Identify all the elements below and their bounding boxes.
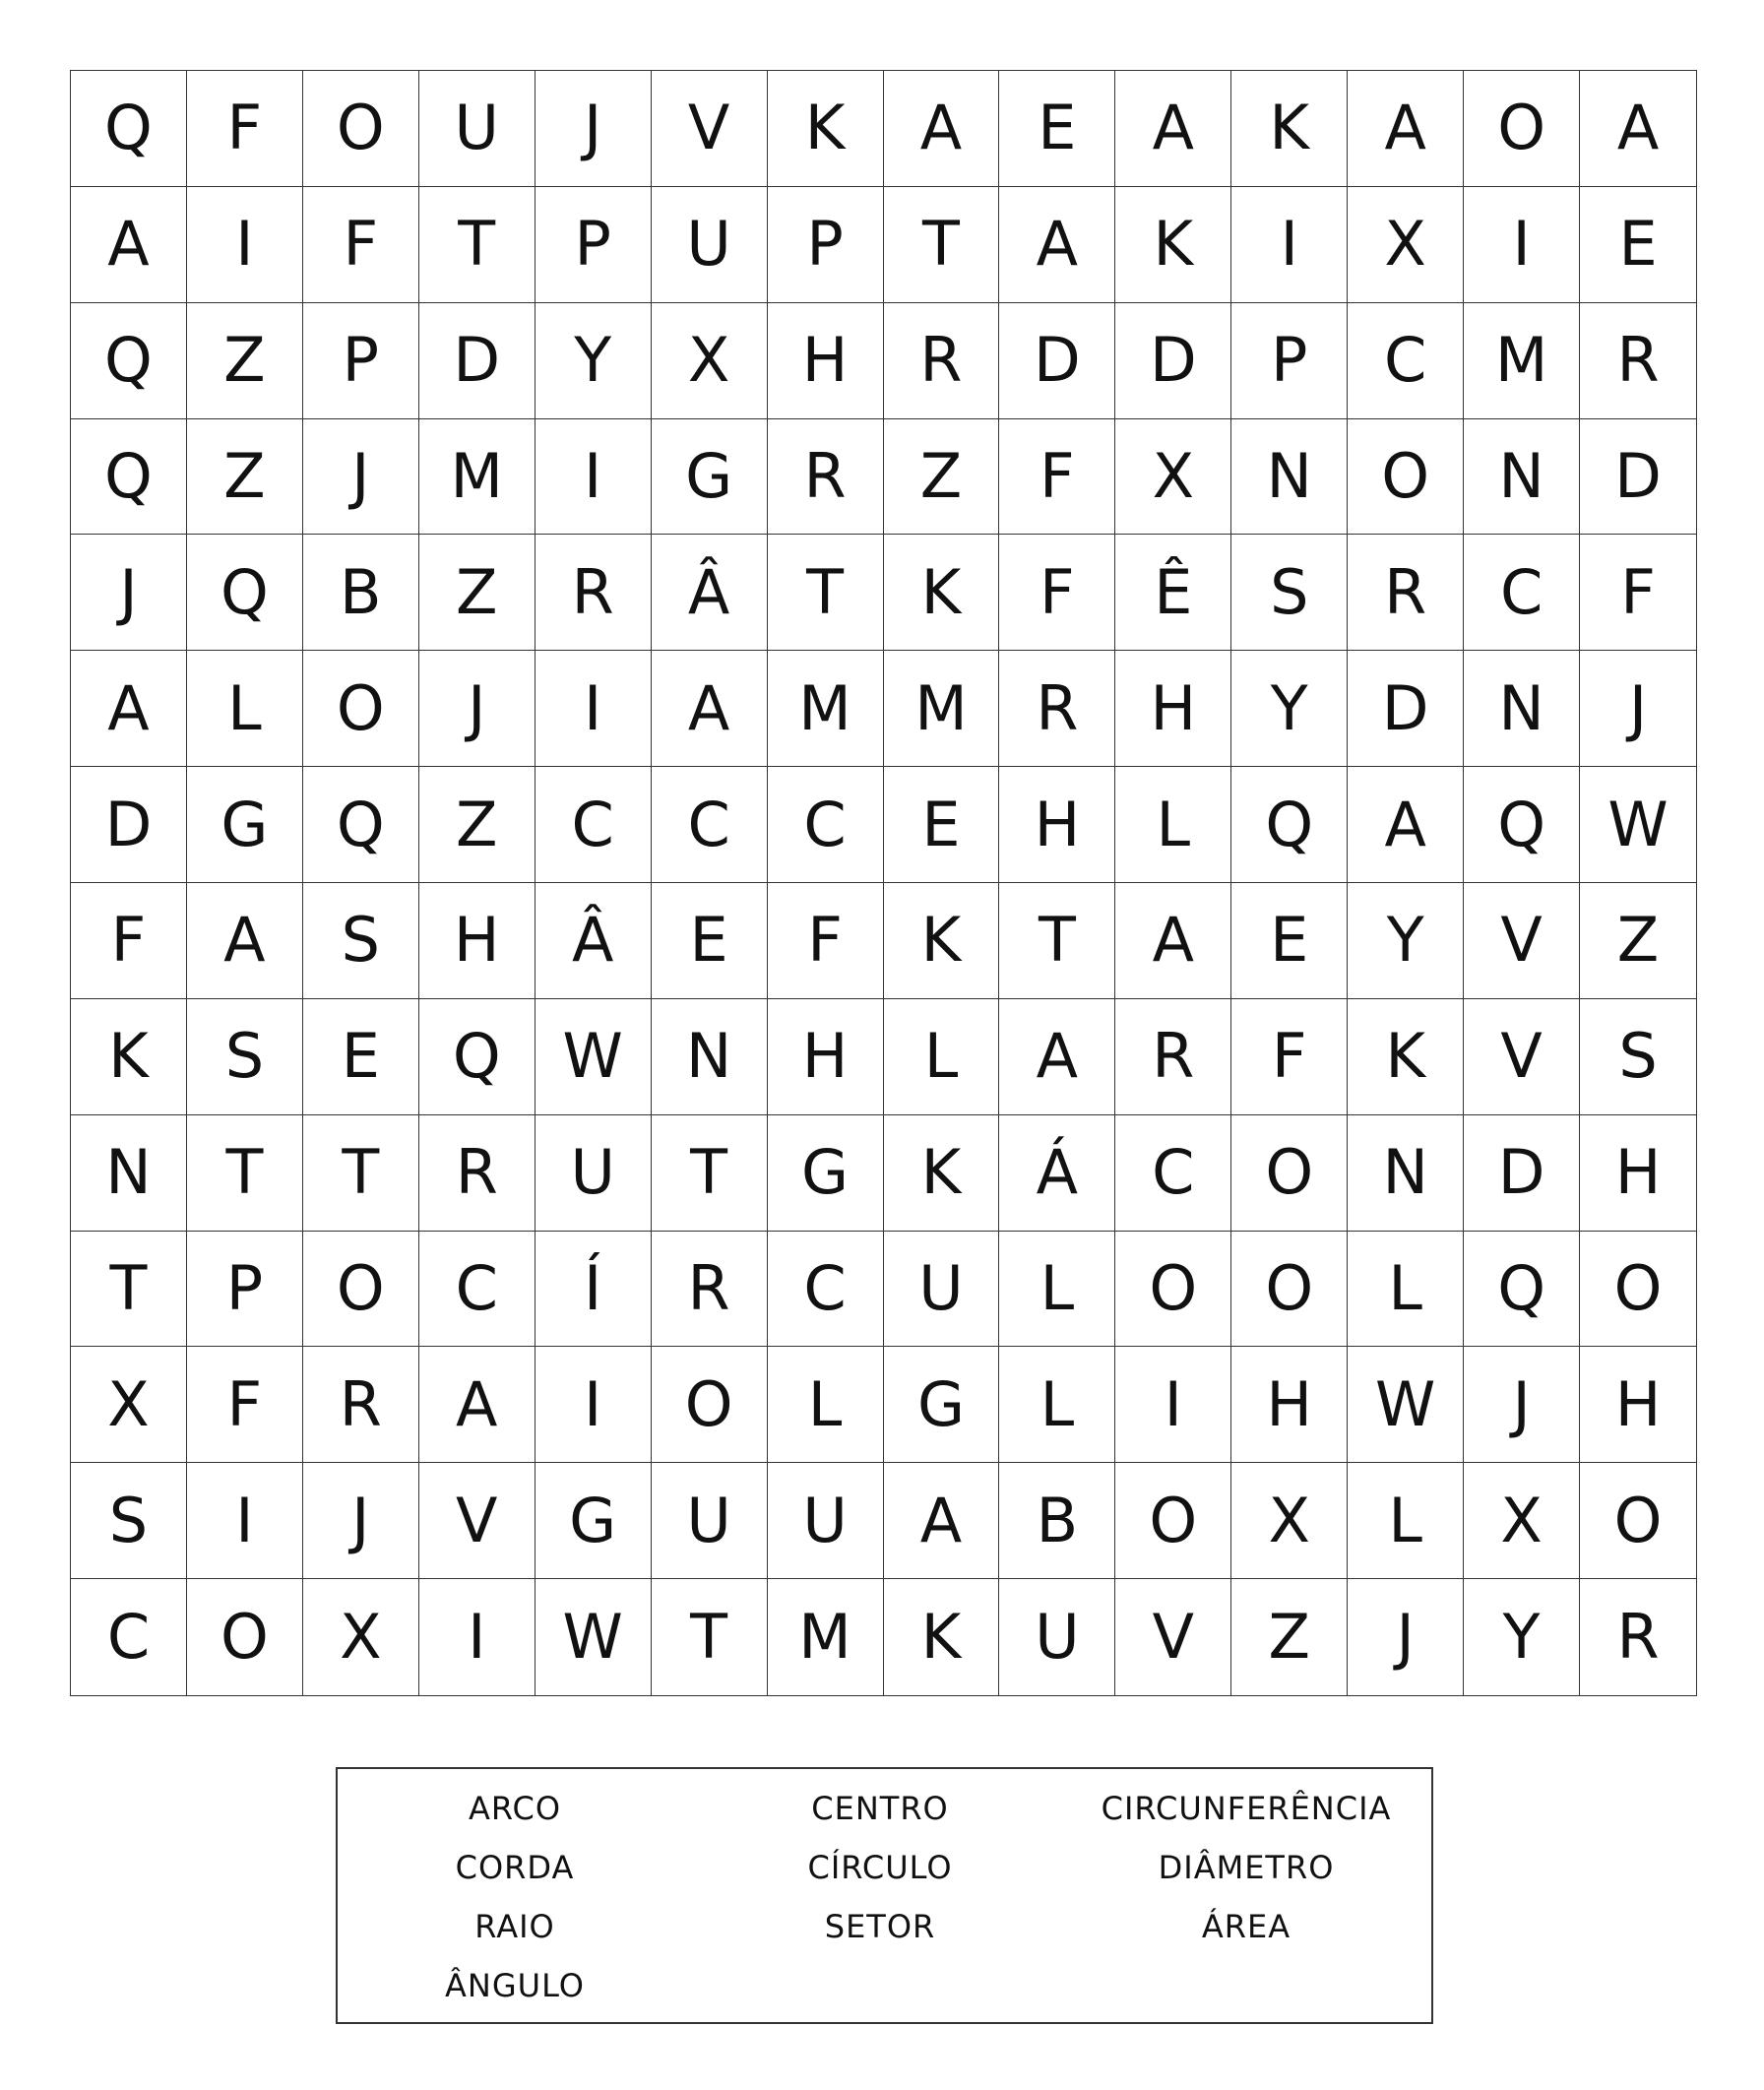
- grid-cell[interactable]: M: [419, 419, 536, 536]
- grid-cell[interactable]: A: [652, 651, 768, 767]
- grid-cell[interactable]: Â: [652, 535, 768, 651]
- grid-cell[interactable]: I: [1464, 187, 1580, 303]
- grid-cell[interactable]: A: [999, 999, 1115, 1115]
- grid-cell[interactable]: U: [884, 1232, 1000, 1348]
- grid-cell[interactable]: D: [1348, 651, 1464, 767]
- grid-cell[interactable]: R: [1580, 303, 1696, 419]
- grid-cell[interactable]: E: [884, 767, 1000, 883]
- grid-cell[interactable]: Z: [419, 535, 536, 651]
- grid-cell[interactable]: L: [999, 1347, 1115, 1463]
- grid-cell[interactable]: N: [1231, 419, 1348, 536]
- grid-cell[interactable]: N: [1348, 1115, 1464, 1232]
- grid-cell[interactable]: A: [419, 1347, 536, 1463]
- grid-cell[interactable]: S: [1580, 999, 1696, 1115]
- grid-cell[interactable]: O: [652, 1347, 768, 1463]
- grid-cell[interactable]: S: [303, 883, 419, 999]
- grid-cell[interactable]: Y: [536, 303, 652, 419]
- grid-cell[interactable]: T: [419, 187, 536, 303]
- grid-cell[interactable]: J: [1580, 651, 1696, 767]
- grid-cell[interactable]: U: [536, 1115, 652, 1232]
- grid-cell[interactable]: R: [1616, 1601, 1660, 1674]
- grid-cell[interactable]: C: [1464, 535, 1580, 651]
- word-list: [336, 1767, 1433, 2024]
- grid-cell[interactable]: A: [1348, 767, 1464, 883]
- grid-cell[interactable]: U: [999, 1579, 1115, 1695]
- grid-cell[interactable]: X: [1348, 187, 1464, 303]
- grid-cell[interactable]: D: [1464, 1115, 1580, 1232]
- grid-cell[interactable]: H: [768, 999, 884, 1115]
- grid-cell[interactable]: Q: [1464, 767, 1580, 883]
- grid-cell[interactable]: T: [884, 187, 1000, 303]
- grid-cell[interactable]: Ê: [1115, 535, 1231, 651]
- grid-cell[interactable]: M: [768, 1579, 884, 1695]
- grid-cell[interactable]: C: [536, 767, 652, 883]
- grid-cell[interactable]: I: [1231, 187, 1348, 303]
- grid-cell[interactable]: N: [71, 1115, 187, 1232]
- grid-cell[interactable]: J: [419, 651, 536, 767]
- grid-cell[interactable]: T: [71, 1232, 187, 1348]
- grid-cell[interactable]: W: [1580, 767, 1696, 883]
- word-item: CÍRCULO: [807, 1849, 953, 1886]
- grid-cell[interactable]: Z: [187, 303, 303, 419]
- grid-cell[interactable]: K: [884, 1115, 1000, 1232]
- grid-cell[interactable]: U: [652, 187, 768, 303]
- word-item: RAIO: [474, 1908, 555, 1945]
- grid-cell[interactable]: O: [1464, 71, 1580, 187]
- grid-cell[interactable]: O: [1580, 1232, 1696, 1348]
- grid-cell[interactable]: X: [652, 303, 768, 419]
- grid-cell[interactable]: E: [303, 999, 419, 1115]
- grid-cell[interactable]: W: [536, 1579, 652, 1695]
- grid-cell[interactable]: D: [71, 767, 187, 883]
- grid-cell[interactable]: Q: [1231, 767, 1348, 883]
- word-item: CENTRO: [811, 1790, 949, 1827]
- grid-cell[interactable]: A: [999, 187, 1115, 303]
- grid-cell[interactable]: T: [187, 1115, 303, 1232]
- grid-cell[interactable]: A: [884, 1463, 1000, 1579]
- grid-cell[interactable]: B: [303, 535, 419, 651]
- grid-cell[interactable]: G: [536, 1463, 652, 1579]
- grid-cell[interactable]: C: [652, 767, 768, 883]
- grid-cell[interactable]: C: [768, 767, 884, 883]
- grid-cell[interactable]: Z: [419, 767, 536, 883]
- grid-cell[interactable]: H: [1580, 1347, 1696, 1463]
- grid-cell[interactable]: A: [884, 71, 1000, 187]
- grid-cell[interactable]: Y: [1348, 883, 1464, 999]
- grid-cell[interactable]: W: [536, 999, 652, 1115]
- grid-cell[interactable]: P: [1231, 303, 1348, 419]
- grid-cell[interactable]: R: [303, 1347, 419, 1463]
- grid-cell[interactable]: X: [303, 1579, 419, 1695]
- grid-cell[interactable]: L: [884, 999, 1000, 1115]
- grid-cell[interactable]: K: [884, 1579, 1000, 1695]
- grid-cell[interactable]: H: [1580, 1115, 1696, 1232]
- grid-cell[interactable]: L: [1115, 767, 1231, 883]
- grid-cell[interactable]: H: [419, 883, 536, 999]
- grid-cell[interactable]: Á: [999, 1115, 1115, 1232]
- word-item: DIÂMETRO: [1158, 1849, 1335, 1886]
- grid-cell[interactable]: D: [1115, 303, 1231, 419]
- word-item: ÂNGULO: [445, 1967, 585, 2004]
- grid-cell[interactable]: Q: [71, 419, 187, 536]
- grid-cell[interactable]: R: [884, 303, 1000, 419]
- grid-cell[interactable]: C: [768, 1232, 884, 1348]
- grid-cell[interactable]: J: [303, 419, 419, 536]
- grid-cell[interactable]: R: [419, 1115, 536, 1232]
- grid-cell[interactable]: P: [187, 1232, 303, 1348]
- grid-cell[interactable]: A: [1580, 71, 1696, 187]
- grid-cell[interactable]: Q: [303, 767, 419, 883]
- grid-cell[interactable]: S: [1231, 535, 1348, 651]
- grid-cell[interactable]: F: [1580, 535, 1696, 651]
- word-item: ARCO: [468, 1790, 562, 1827]
- grid-cell[interactable]: V: [1464, 999, 1580, 1115]
- grid-cell[interactable]: H: [768, 303, 884, 419]
- grid-cell[interactable]: J: [303, 1463, 419, 1579]
- grid-cell[interactable]: D: [419, 303, 536, 419]
- word-item: CORDA: [455, 1849, 575, 1886]
- grid-cell[interactable]: A: [1348, 71, 1464, 187]
- grid-cell[interactable]: X: [1115, 419, 1231, 536]
- grid-cell[interactable]: A: [71, 187, 187, 303]
- grid-cell[interactable]: O: [303, 1232, 419, 1348]
- grid-cell[interactable]: C: [419, 1232, 536, 1348]
- grid-cell[interactable]: O: [1348, 419, 1464, 536]
- grid-cell[interactable]: O: [303, 651, 419, 767]
- grid-cell[interactable]: J: [1464, 1347, 1580, 1463]
- grid-cell[interactable]: T: [999, 883, 1115, 999]
- grid-cell[interactable]: A: [1115, 883, 1231, 999]
- grid-cell[interactable]: C: [1115, 1115, 1231, 1232]
- grid-cell[interactable]: S: [71, 1463, 187, 1579]
- word-item: ÁREA: [1201, 1908, 1292, 1945]
- grid-cell[interactable]: O: [1231, 1115, 1348, 1232]
- grid-cell[interactable]: R: [1115, 999, 1231, 1115]
- grid-cell[interactable]: I: [419, 1579, 536, 1695]
- grid-cell[interactable]: K: [768, 71, 884, 187]
- grid-cell[interactable]: U: [768, 1463, 884, 1579]
- grid-cell[interactable]: F: [71, 883, 187, 999]
- grid-cell[interactable]: Z: [1580, 883, 1696, 999]
- grid-cell[interactable]: Y: [1464, 1579, 1580, 1695]
- grid-cell[interactable]: T: [303, 1115, 419, 1232]
- grid-cell[interactable]: R: [768, 419, 884, 536]
- word-item: CIRCUNFERÊNCIA: [1101, 1790, 1392, 1827]
- grid-cell[interactable]: V: [1115, 1579, 1231, 1695]
- grid-cell[interactable]: Í: [536, 1232, 652, 1348]
- grid-cell[interactable]: V: [419, 1463, 536, 1579]
- grid-cell[interactable]: K: [884, 883, 1000, 999]
- grid-cell[interactable]: I: [187, 1463, 303, 1579]
- grid-cell[interactable]: L: [1348, 1232, 1464, 1348]
- grid-cell[interactable]: L: [999, 1232, 1115, 1348]
- grid-cell[interactable]: P: [536, 187, 652, 303]
- grid-cell[interactable]: G: [187, 767, 303, 883]
- grid-cell[interactable]: E: [1231, 883, 1348, 999]
- grid-cell[interactable]: R: [536, 535, 652, 651]
- grid-cell[interactable]: E: [652, 883, 768, 999]
- grid-cell[interactable]: H: [1231, 1347, 1348, 1463]
- grid-cell[interactable]: K: [71, 999, 187, 1115]
- grid-cell[interactable]: G: [652, 419, 768, 536]
- grid-cell[interactable]: X: [1464, 1463, 1580, 1579]
- grid-cell[interactable]: Q: [419, 999, 536, 1115]
- grid-cell[interactable]: D: [1580, 419, 1696, 536]
- grid-cell[interactable]: J: [1348, 1579, 1464, 1695]
- grid-cell[interactable]: M: [1464, 303, 1580, 419]
- grid-cell[interactable]: R: [652, 1232, 768, 1348]
- grid-cell[interactable]: N: [1464, 419, 1580, 536]
- grid-cell[interactable]: U: [419, 71, 536, 187]
- grid-cell[interactable]: Z: [884, 419, 1000, 536]
- grid-cell[interactable]: I: [536, 1347, 652, 1463]
- grid-cell[interactable]: K: [1115, 187, 1231, 303]
- grid-cell[interactable]: A: [71, 651, 187, 767]
- grid-cell[interactable]: T: [768, 535, 884, 651]
- grid-cell[interactable]: F: [768, 883, 884, 999]
- grid-cell[interactable]: E: [1580, 187, 1696, 303]
- grid-cell[interactable]: G: [768, 1115, 884, 1232]
- word-search-grid: [70, 70, 1697, 1696]
- grid-cell[interactable]: V: [652, 71, 768, 187]
- grid-cell[interactable]: X: [1231, 1463, 1348, 1579]
- grid-cell[interactable]: O: [1231, 1232, 1348, 1348]
- grid-cell[interactable]: R: [1348, 535, 1464, 651]
- grid-cell[interactable]: U: [652, 1463, 768, 1579]
- grid-cell[interactable]: E: [999, 71, 1115, 187]
- grid-cell[interactable]: Q: [1464, 1232, 1580, 1348]
- grid-cell[interactable]: O: [1115, 1463, 1231, 1579]
- grid-cell[interactable]: Z: [1231, 1579, 1348, 1695]
- grid-cell[interactable]: L: [768, 1347, 884, 1463]
- grid-cell[interactable]: J: [71, 535, 187, 651]
- grid-cell[interactable]: I: [187, 187, 303, 303]
- grid-cell[interactable]: C: [71, 1579, 187, 1695]
- grid-cell[interactable]: M: [768, 651, 884, 767]
- grid-cell[interactable]: O: [1580, 1463, 1696, 1579]
- grid-cell[interactable]: N: [652, 999, 768, 1115]
- grid-cell[interactable]: F: [1231, 999, 1348, 1115]
- grid-cell[interactable]: K: [884, 535, 1000, 651]
- grid-cell[interactable]: X: [71, 1347, 187, 1463]
- grid-cell[interactable]: A: [1115, 71, 1231, 187]
- grid-cell[interactable]: F: [999, 419, 1115, 536]
- grid-cell[interactable]: Z: [187, 419, 303, 536]
- grid-cell[interactable]: I: [536, 419, 652, 536]
- grid-cell[interactable]: L: [187, 651, 303, 767]
- grid-cell[interactable]: D: [999, 303, 1115, 419]
- grid-cell[interactable]: F: [303, 187, 419, 303]
- grid-cell[interactable]: I: [536, 651, 652, 767]
- grid-cell[interactable]: T: [652, 1579, 768, 1695]
- grid-cell[interactable]: A: [187, 883, 303, 999]
- grid-cell[interactable]: O: [1115, 1232, 1231, 1348]
- grid-cell[interactable]: G: [884, 1347, 1000, 1463]
- grid-cell[interactable]: Â: [536, 883, 652, 999]
- grid-cell[interactable]: H: [1115, 651, 1231, 767]
- grid-cell[interactable]: P: [768, 187, 884, 303]
- grid-cell[interactable]: B: [999, 1463, 1115, 1579]
- grid-cell[interactable]: O: [187, 1579, 303, 1695]
- grid-cell[interactable]: R: [999, 651, 1115, 767]
- grid-cell[interactable]: P: [303, 303, 419, 419]
- grid-cell[interactable]: F: [187, 71, 303, 187]
- grid-cell[interactable]: Q: [187, 535, 303, 651]
- grid-cell[interactable]: T: [652, 1115, 768, 1232]
- grid-cell[interactable]: Q: [71, 303, 187, 419]
- grid-cell[interactable]: S: [187, 999, 303, 1115]
- grid-cell[interactable]: C: [1348, 303, 1464, 419]
- grid-cell[interactable]: K: [1231, 71, 1348, 187]
- grid-cell[interactable]: J: [536, 71, 652, 187]
- grid-cell[interactable]: K: [1348, 999, 1464, 1115]
- grid-cell[interactable]: L: [1348, 1463, 1464, 1579]
- grid-cell[interactable]: I: [1115, 1347, 1231, 1463]
- grid-cell[interactable]: Y: [1231, 651, 1348, 767]
- grid-cell[interactable]: F: [187, 1347, 303, 1463]
- grid-cell[interactable]: N: [1464, 651, 1580, 767]
- grid-cell[interactable]: O: [303, 71, 419, 187]
- grid-cell[interactable]: Q: [71, 71, 187, 187]
- grid-cell[interactable]: M: [884, 651, 1000, 767]
- grid-cell[interactable]: F: [999, 535, 1115, 651]
- grid-cell[interactable]: V: [1464, 883, 1580, 999]
- grid-cell[interactable]: W: [1348, 1347, 1464, 1463]
- grid-cell[interactable]: H: [999, 767, 1115, 883]
- word-item: SETOR: [824, 1908, 936, 1945]
